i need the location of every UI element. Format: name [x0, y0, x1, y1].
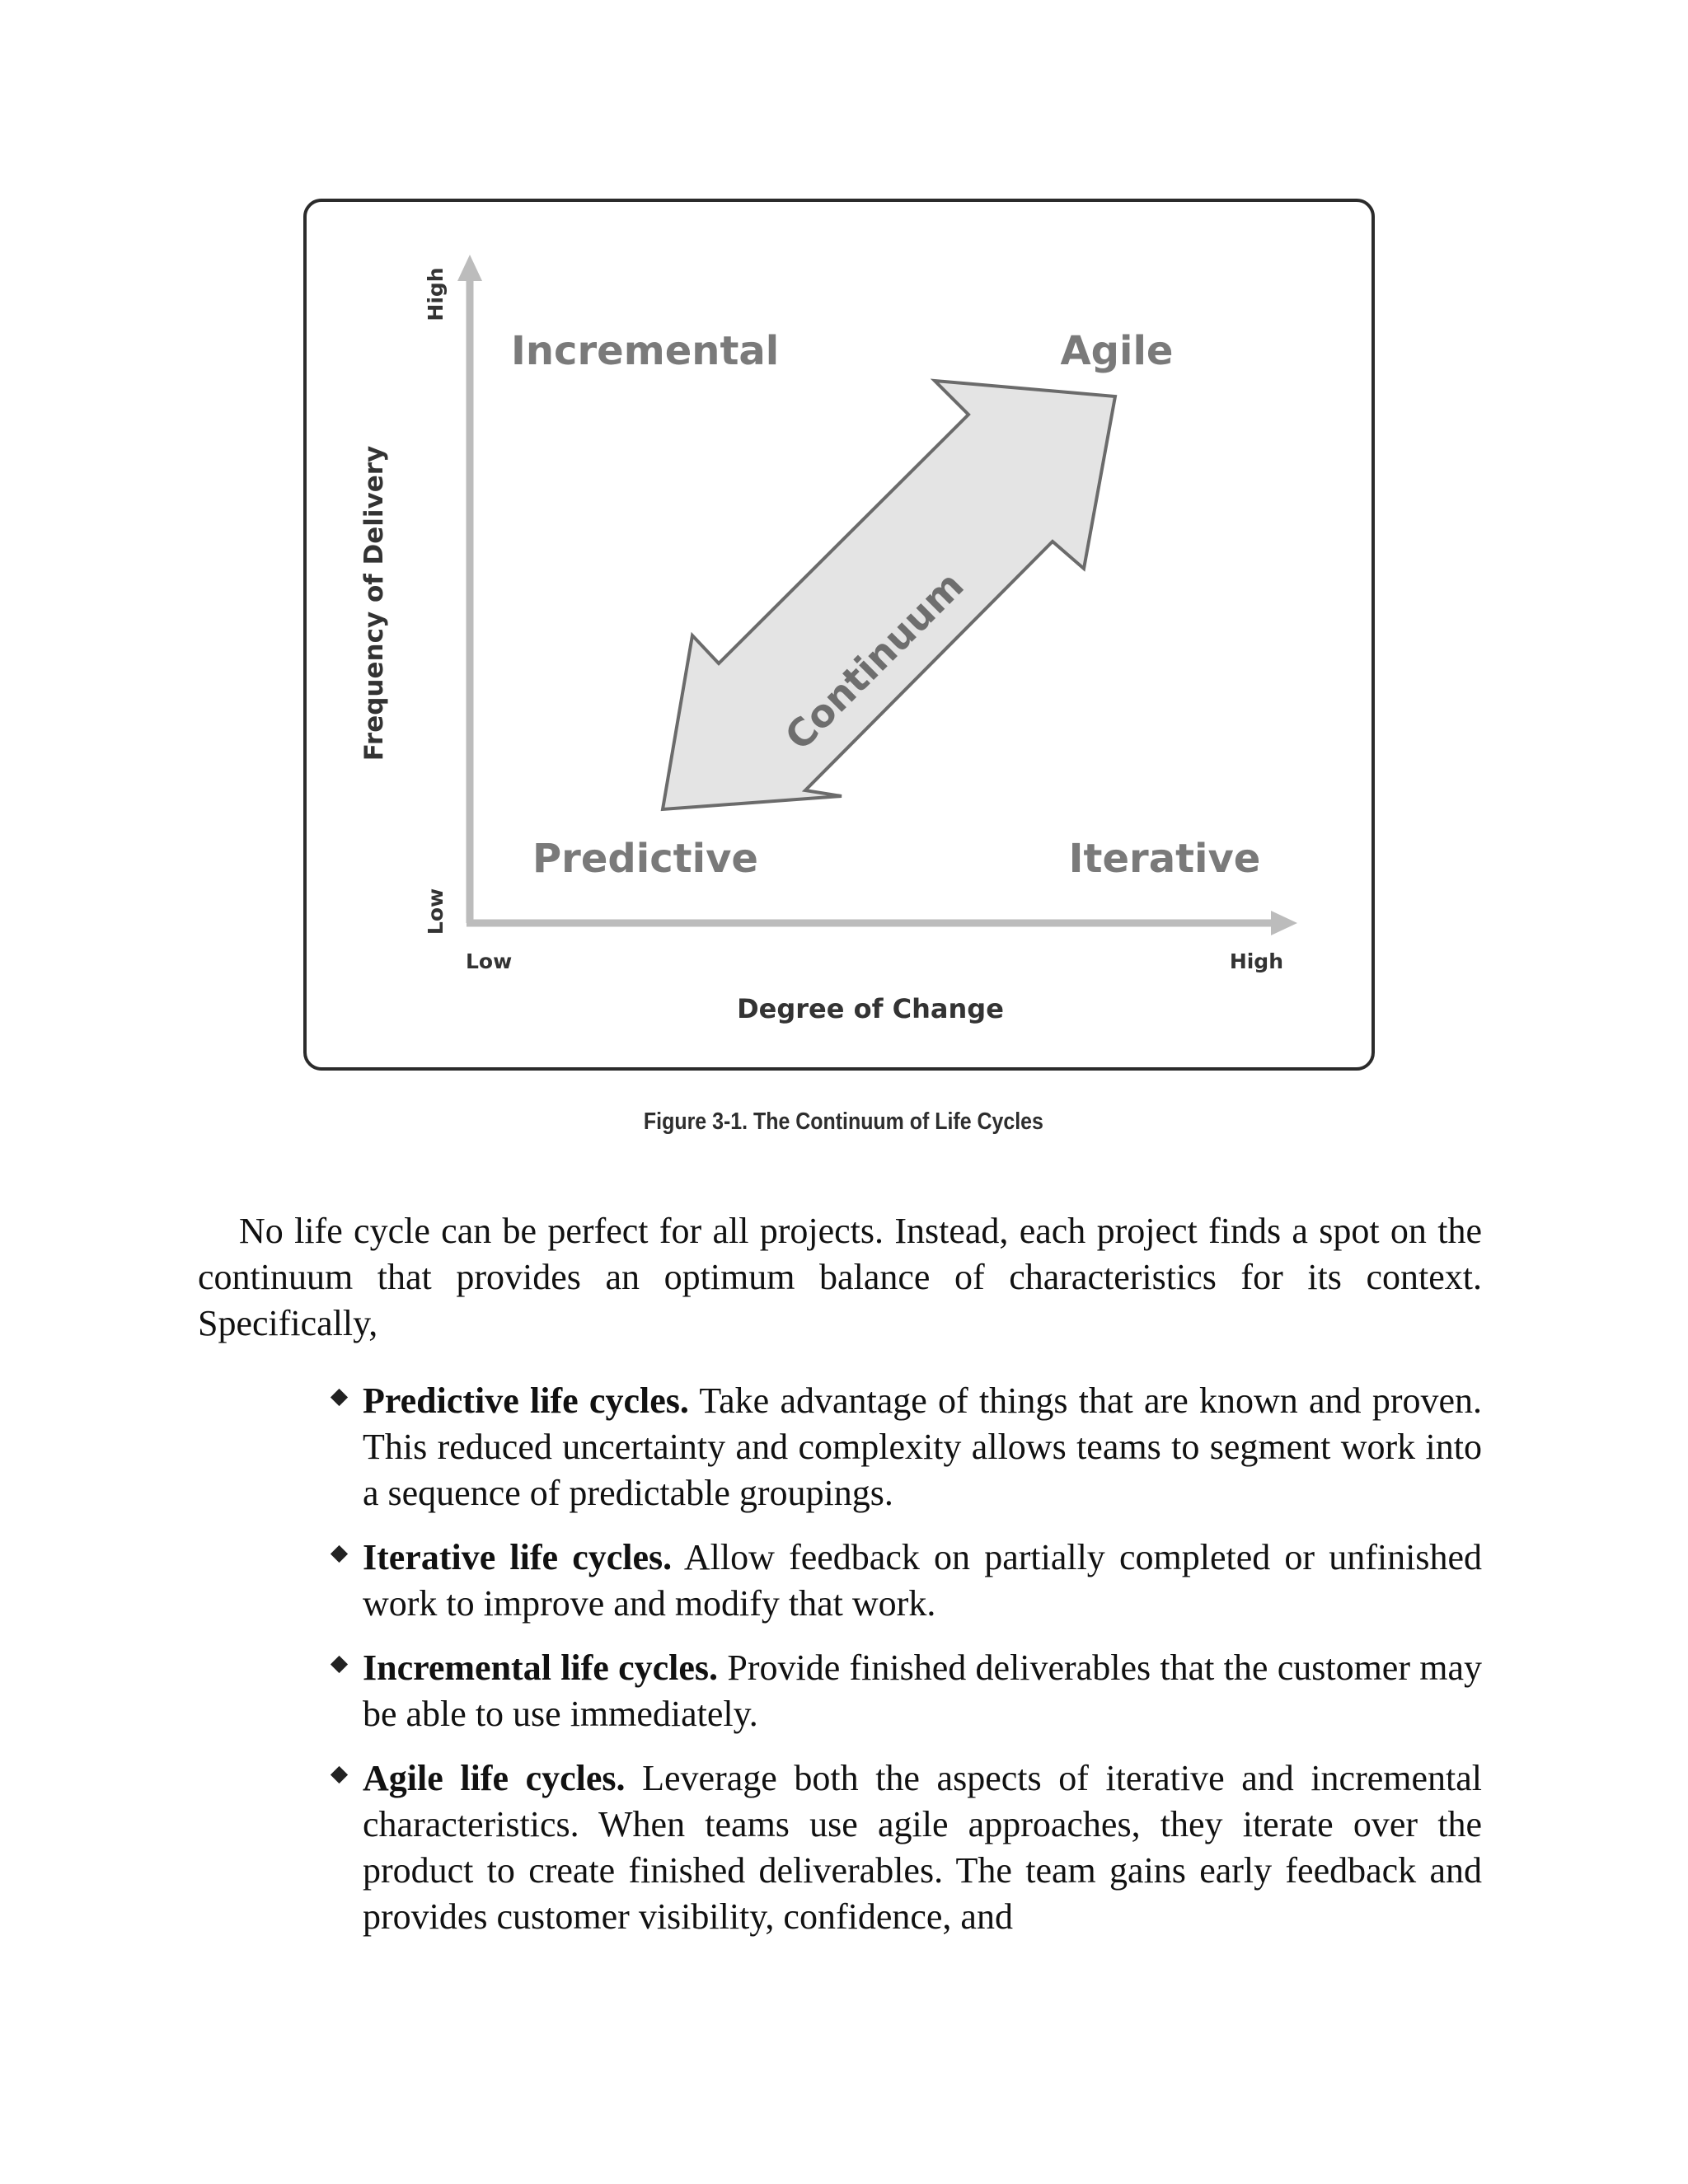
list-item-iterative [363, 1535, 1482, 1627]
diamond-bullet-icon [331, 1656, 348, 1673]
quadrant-label-iterative: Iterative [1068, 836, 1261, 882]
list-item-term: Incremental life cycles. [363, 1647, 719, 1688]
diamond-bullet-icon [331, 1389, 348, 1406]
x-axis-high-label: High [1229, 949, 1283, 973]
y-axis-title: Frequency of Delivery [359, 445, 389, 762]
y-axis-arrowhead [457, 255, 482, 281]
quadrant-label-agile: Agile [1060, 328, 1174, 374]
quadrant-label-incremental: Incremental [511, 328, 780, 374]
continuum-arrow [663, 381, 1115, 809]
y-axis-low-label: Low [424, 888, 448, 935]
x-axis-low-label: Low [466, 949, 513, 973]
list-item-term: Iterative life cycles. [363, 1537, 673, 1577]
continuum-label: Continuum [776, 562, 973, 759]
quadrant-label-predictive: Predictive [532, 836, 758, 882]
diamond-bullet-icon [331, 1545, 348, 1563]
list-item-term: Agile life cycles. [363, 1758, 626, 1798]
list-item-text: Leverage both the aspects of iterative and incremental characteristics. When teams use agile approaches, they iterate over the product to create finished deliverables. The team gains early feedback and provides customer visibility, confidence, and [363, 1758, 1483, 1937]
list-item-term: Predictive life cycles. [363, 1380, 689, 1421]
figure-frame [303, 199, 1375, 1071]
list-item-text: Take advantage of things that are known and proven. This reduced uncertainty and complexity allows teams to segment work into a sequence of predictable groupings. [363, 1380, 1482, 1513]
life-cycle-list [363, 1378, 1482, 1958]
intro-paragraph: No life cycle can be perfect for all projects. Instead, each project finds a spot on the continuum that provides an optimum balance of characteristics for its context. Specifically, [198, 1211, 1482, 1343]
y-axis-high-label: High [424, 267, 448, 321]
list-item-text: Provide finished deliverables that the customer may be able to use immediately. [363, 1647, 1483, 1734]
x-axis-title: Degree of Change [737, 993, 1004, 1024]
list-item-incremental [363, 1645, 1482, 1737]
figure-caption: Figure 3-1. The Continuum of Life Cycles [643, 1108, 1043, 1135]
diamond-bullet-icon [331, 1766, 348, 1783]
x-axis-arrowhead [1271, 911, 1297, 935]
continuum-diagram [307, 202, 1378, 1074]
list-item-text: Allow feedback on partially completed or unfinished work to improve and modify that work. [363, 1537, 1482, 1624]
list-item-agile [363, 1755, 1482, 1940]
list-item-predictive [363, 1378, 1482, 1516]
